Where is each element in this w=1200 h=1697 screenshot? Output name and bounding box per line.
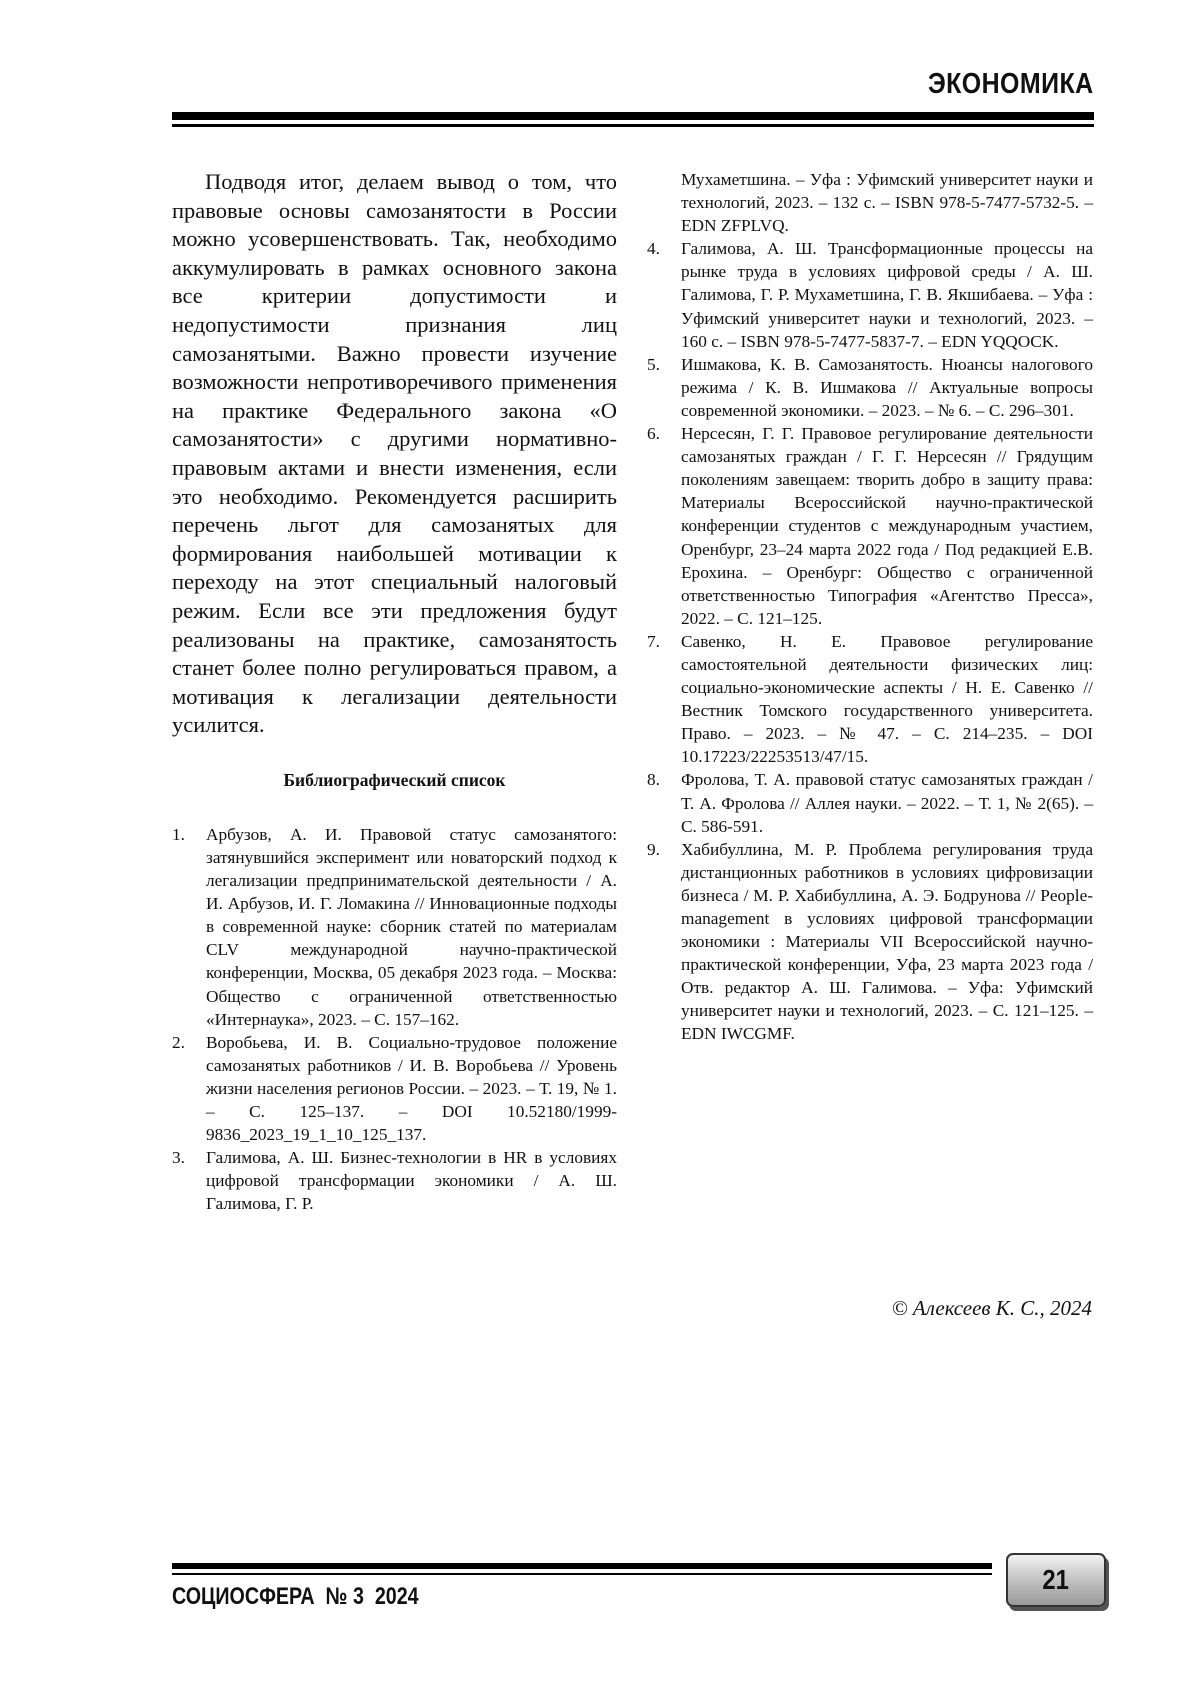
reference-item [172, 1031, 617, 1146]
reference-number: 2. [172, 1031, 185, 1054]
reference-number: 1. [172, 823, 185, 846]
bibliography-heading: Библиографический список [172, 770, 617, 791]
reference-continuation: Мухаметшина. – Уфа : Уфимский университет науки и технологий, 2023. – 132 с. – ISBN 978-5-7477-5732-5. – EDN ZFPLVQ. [647, 168, 1093, 237]
reference-item [647, 353, 1093, 422]
reference-text: Воробьева, И. В. Социально-трудовое положение самозанятых работников / И. В. Воробьева // Уровень жизни населения регионов России. – 2023. – Т. 19, № 1. – С. 125–137. – DOI 10.52180/1999-9836_2023_19_1_10_125_137. [206, 1033, 617, 1144]
reference-item [172, 1146, 617, 1215]
reference-text: Галимова, А. Ш. Бизнес-технологии в HR в условиях цифровой трансформации экономики / А. Ш. Галимова, Г. Р. [206, 1148, 617, 1213]
reference-text: Савенко, Н. Е. Правовое регулирование самостоятельной деятельности физических лиц: социально-экономические аспекты / Н. Е. Савенко // Вестник Томского государственного университета. Право. – 2023. – № 47. – С. 214–235. – DOI 10.17223/22253513/47/15. [681, 632, 1093, 766]
reference-item [647, 630, 1093, 769]
reference-number: 3. [172, 1146, 185, 1169]
footer-rule-thin [172, 1573, 992, 1575]
reference-number: 6. [647, 422, 660, 445]
reference-item [172, 823, 617, 1031]
journal-title: СОЦИОСФЕРА № 3 2024 [172, 1583, 419, 1611]
reference-number: 4. [647, 237, 660, 260]
page-number: 21 [1043, 1564, 1069, 1596]
reference-item [647, 422, 1093, 630]
copyright-notice: © Алексеев К. С., 2024 [892, 1296, 1092, 1321]
reference-number: 7. [647, 630, 660, 653]
reference-text: Фролова, Т. А. правовой статус самозанятых граждан / Т. А. Фролова // Аллея науки. – 2022. – Т. 1, № 2(65). – С. 586-591. [681, 770, 1093, 835]
conclusion-paragraph: Подводя итог, делаем вывод о том, что правовые основы самозанятости в России можно усовершенствовать. Так, необходимо аккумулировать в рамках основного закона все критерии допустимости и недопустимости признания лиц самозанятыми. Важно провести изучение возможности непротиворечивого применения на практике Федерального закона «О самозанятости» с другими нормативно-правовым актами и внести изменения, если это необходимо. Рекомендуется расширить перечень льгот для самозанятых для формирования наибольшей мотивации к переходу на этот специальный налоговый режим. Если все эти предложения будут реализованы на практике, самозанятость станет более полно регулироваться правом, а мотивация к легализации деятельности усилится. [172, 168, 617, 740]
reference-text: Галимова, А. Ш. Трансформационные процессы на рынке труда в условиях цифровой среды / А. Ш. Галимова, Г. Р. Мухаметшина, Г. В. Якшибаева. – Уфа : Уфимский университет науки и технологий, 2023. – 160 с. – ISBN 978-5-7477-5837-7. – EDN YQQOCK. [681, 239, 1093, 350]
bibliography-list-left [172, 823, 617, 1216]
page-number-badge [1006, 1553, 1106, 1607]
reference-text: Арбузов, А. И. Правовой статус самозанятого: затянувшийся эксперимент или новаторский подход к легализации предпринимательской деятельности / А. И. Арбузов, И. Г. Ломакина // Инновационные подходы в современной науке: сборник статей по материалам CLV международной научно-практической конференции, Москва, 05 декабря 2023 года. – Москва: Общество с ограниченной ответственностью «Интернаука», 2023. – С. 157–162. [206, 825, 617, 1029]
reference-item [647, 768, 1093, 837]
reference-text: Хабибуллина, М. Р. Проблема регулирования труда дистанционных работников в условиях цифровизации бизнеса / М. Р. Хабибуллина, А. Э. Бодрунова // People-management в условиях цифровой трансформации экономики : Материалы VII Всероссийской научно-практической конференции, Уфа, 23 марта 2023 года / Отв. редактор А. Ш. Галимова. – Уфа: Уфимский университет науки и технологий, 2023. – С. 121–125. – EDN IWCGMF. [681, 840, 1093, 1044]
reference-text: Нерсесян, Г. Г. Правовое регулирование деятельности самозанятых граждан / Г. Г. Нерсесян // Грядущим поколениям завещаем: творить добро в защиту права: Материалы Всероссийской научно-практической конференции студентов с международным участием, Оренбург, 23–24 марта 2022 года / Под редакцией Е.В. Ерохина. – Оренбург: Общество с ограниченной ответственностью Типография «Агентство Пресса», 2022. – С. 121–125. [681, 424, 1093, 628]
header-rule-thin [172, 124, 1094, 127]
right-column [647, 168, 1093, 1046]
reference-number: 9. [647, 838, 660, 861]
bibliography-list-right [647, 237, 1093, 1045]
section-title: ЭКОНОМИКА [928, 68, 1094, 101]
left-column [172, 168, 617, 1215]
reference-number: 5. [647, 353, 660, 376]
reference-item [647, 838, 1093, 1046]
reference-item [647, 237, 1093, 352]
reference-text: Ишмакова, К. В. Самозанятость. Нюансы налогового режима / К. В. Ишмакова // Актуальные вопросы современной экономики. – 2023. – № 6. – С. 296–301. [681, 355, 1093, 420]
footer-rule [172, 1563, 992, 1569]
reference-number: 8. [647, 768, 660, 791]
header-rule [172, 112, 1094, 120]
